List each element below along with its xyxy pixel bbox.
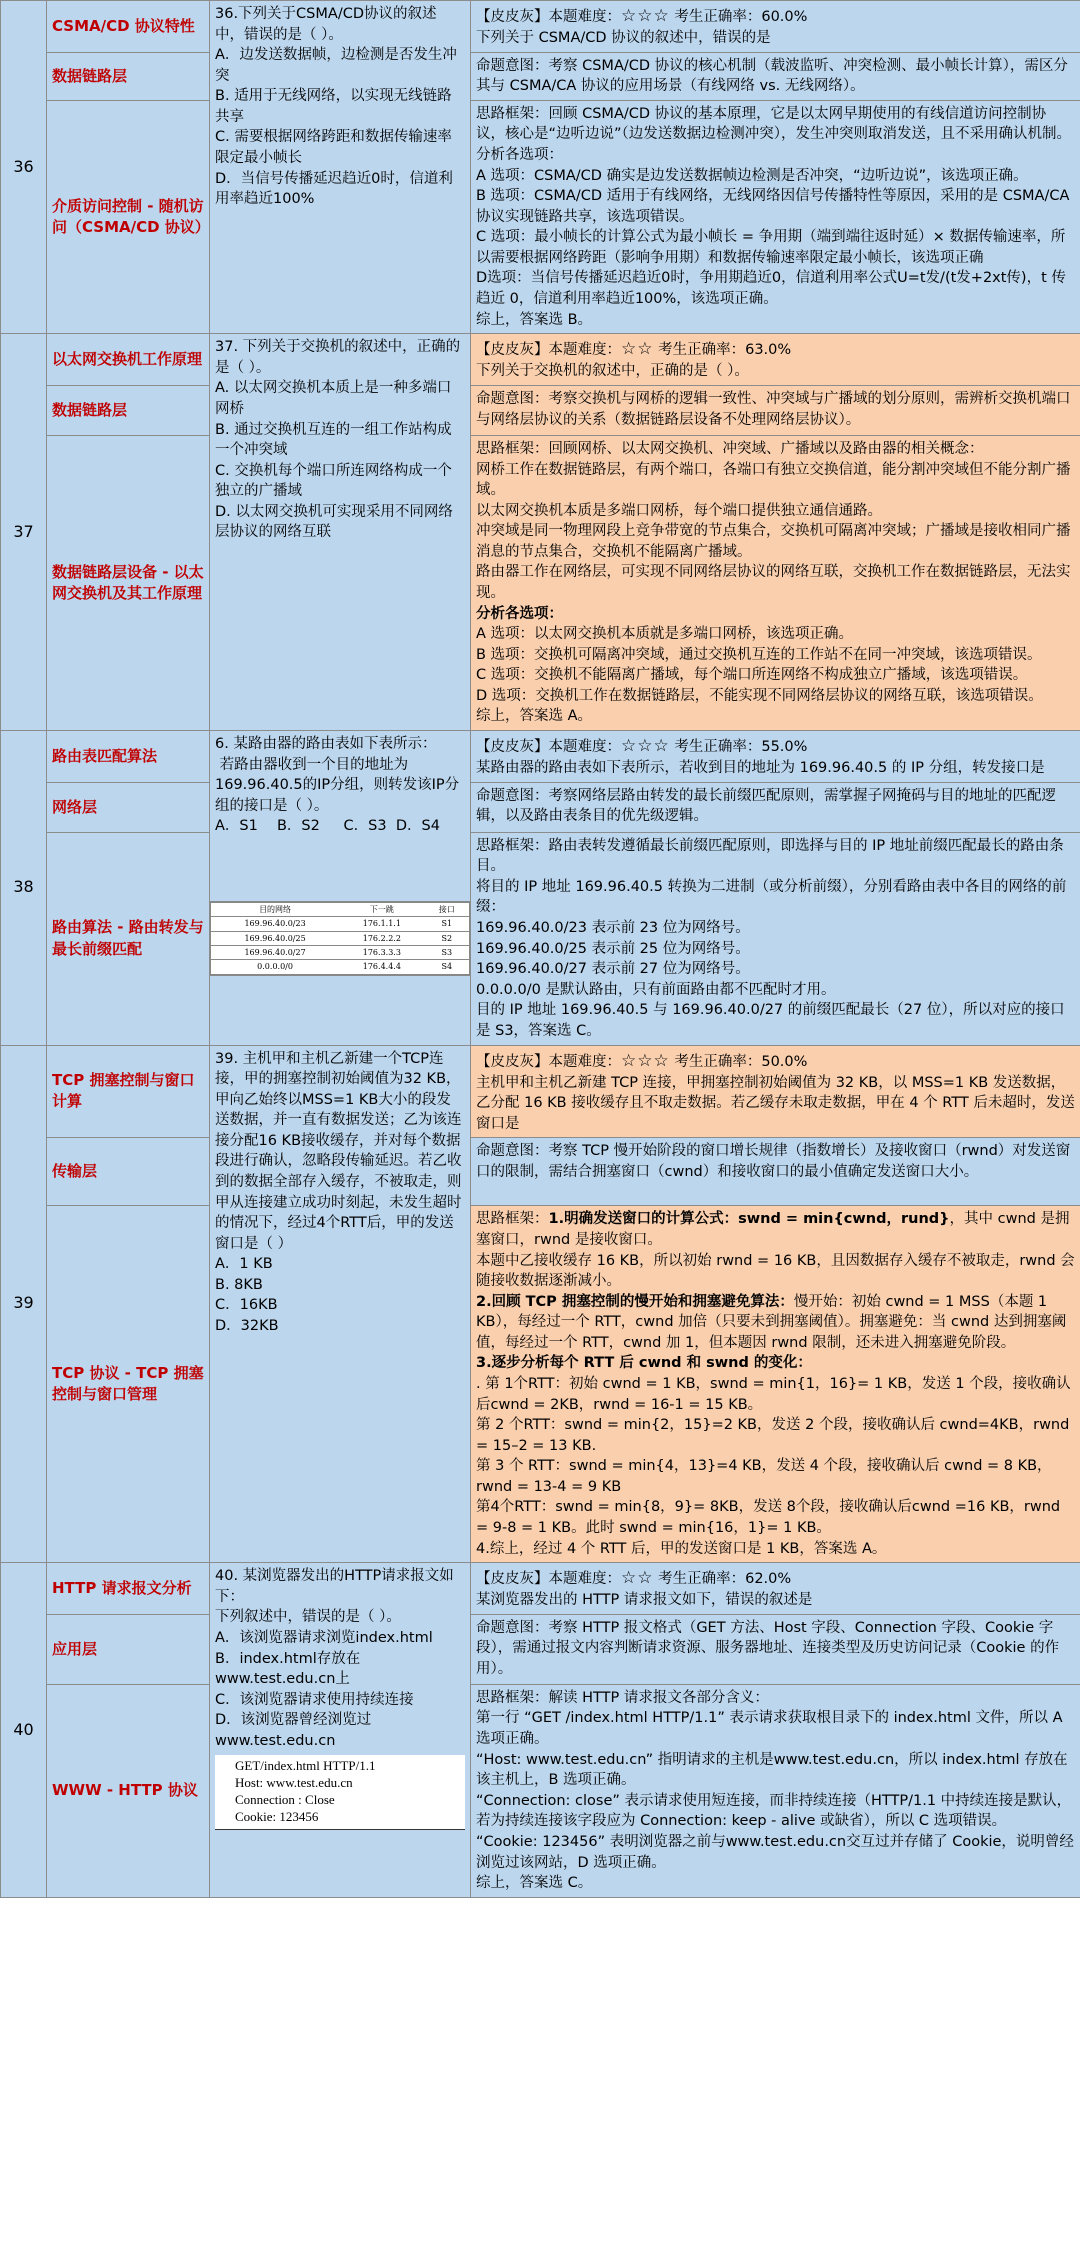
intent: 命题意图：考察交换机与网桥的逻辑一致性、冲突域与广播域的划分原则，需辨析交换机端口与网络层协议的关系（数据链路层设备不处理网络层协议）。 [471,385,1080,435]
difficulty-stars: ☆☆☆ [621,6,670,26]
difficulty-stars: ☆☆☆ [621,736,670,757]
difficulty-header: 【皮皮灰】本题难度：☆☆☆ 考生正确率：60.0% 下列关于 CSMA/CD 协议的叙述中，错误的是 [471,1,1080,53]
knowledge-point: HTTP 请求报文分析 [47,1563,210,1615]
knowledge-point: CSMA/CD 协议特性 [47,1,210,53]
chapter: 数据链路层 [47,52,210,100]
topic: 数据链路层设备 - 以太网交换机及其工作原理 [47,435,210,730]
intent: 命题意图：考察网络层路由转发的最长前缀匹配原则，需掌握子网掩码与目的地址的匹配逻辑，以及路由表条目的优先级逻辑。 [471,782,1080,832]
analysis: 思路框架：1.明确发送窗口的计算公式：swnd = min{cwnd，rund}，其中 cwnd 是拥塞窗口，rwnd 是接收窗口。 本题中乙接收缓存 16 KB，所以初始 rwnd = 16 KB，且因数据存入缓存不被取走，rwnd 会随接收数据逐渐减小。 2.回顾 TCP 拥塞控制的慢开始和拥塞避免算法：慢开始：初始 cwnd = 1 MSS（本题 1 KB），每经过一个 RTT，cwnd 加倍（只要未到拥塞阈值）。拥塞避免：当 cwnd 达到拥塞阈值，每经过一个 RTT，cwnd 加 1，但本题因 rwnd 限制，还未进入拥塞避免阶段。 3.逐步分析每个 RTT 后 cwnd 和 swnd 的变化： . 第 1个RTT：初始 cwnd = 1 KB，swnd = min{1，16}= 1 KB，发送 1 个段，接收确认后cwnd = 2KB，rwnd = 16-1 = 15 KB。 第 2 个RTT：swnd = min{2，15}=2 KB，发送 2 个段，接收确认后 cwnd=4KB，rwnd = 15–2 = 13 KB. 第 3 个 RTT：swnd = min{4，13}=4 KB，发送 4 个段，接收确认后 cwnd = 8 KB，rwnd = 13-4 = 9 KB 第4个RTT：swnd = min{8，9}= 8KB，发送 8个段，接收确认后cwnd =16 KB，rwnd = 9-8 = 1 KB。此时 swnd = min{16，1}= 1 KB。 4.综上，经过 4 个 RTT 后，甲的发送窗口是 1 KB，答案选 A。 [471,1206,1080,1563]
intent: 命题意图：考察 HTTP 报文格式（GET 方法、Host 字段、Connection 字段、Cookie 字段），需通过报文内容判断请求资源、服务器地址、连接类型及历史访问记录（Cookie 的作用）。 [471,1614,1080,1684]
question-text: 39. 主机甲和主机乙新建一个TCP连接，甲的拥塞控制初始阈值为32 KB，甲向乙始终以MSS=1 KB大小的段发送数据，并一直有数据发送；乙为该连接分配16 KB接收缓存，并对每个数据段进行确认，忽略段传输延迟。若乙收到的数据全部存入缓存，不被取走，则甲从连接建立成功时刻起，未发生超时的情况下，经过4个RTT后，甲的发送窗口是（ ） A．1 KB B. 8KB C．16KB D．32KB [210,1045,471,1563]
intent: 命题意图：考察 CSMA/CD 协议的核心机制（载波监听、冲突检测、最小帧长计算），需区分其与 CSMA/CA 协议的应用场景（有线网络 vs. 无线网络）。 [471,52,1080,100]
intent: 命题意图：考察 TCP 慢开始阶段的窗口增长规律（指数增长）及接收窗口（rwnd）对发送窗口的限制，需结合拥塞窗口（cwnd）和接收窗口的最小值确定发送窗口大小。 [471,1138,1080,1206]
question-number: 39 [1,1045,47,1563]
topic: 介质访问控制 - 随机访问（CSMA/CD 协议） [47,100,210,333]
chapter: 应用层 [47,1614,210,1684]
difficulty-header: 【皮皮灰】本题难度：☆☆☆ 考生正确率：55.0% 某路由器的路由表如下表所示，若收到目的地址为 169.96.40.5 的 IP 分组，转发接口是 [471,731,1080,783]
chapter: 网络层 [47,782,210,832]
topic: TCP 协议 - TCP 拥塞控制与窗口管理 [47,1206,210,1563]
question-text: 40. 某浏览器发出的HTTP请求报文如下： 下列叙述中，错误的是（ ）。 A．该浏览器请求浏览index.html B．index.html存放在www.test.edu.cn上 C．该浏览器请求使用持续连接 D．该浏览器曾经浏览过www.test.edu.cn GET/index.html HTTP/1.1 Host: www.test.edu.cn Connection : Close Cookie: 123456 [210,1563,471,1897]
analysis: 思路框架：回顾 CSMA/CD 协议的基本原理，它是以太网早期使用的有线信道访问控制协议，核心是“边听边说”（边发送数据边检测冲突），发生冲突则取消发送，且不采用确认机制。 分析各选项： A 选项：CSMA/CD 确实是边发送数据帧边检测是否冲突，“边听边说”，该选项正确。 B 选项：CSMA/CD 适用于有线网络，无线网络因信号传播特性等原因，采用的是 CSMA/CA 协议实现链路共享，该选项错误。 C 选项：最小帧长的计算公式为最小帧长 = 争用期（端到端往返时延）× 数据传输速率，所以需要根据网络跨距（影响争用期）和数据传输速率限定最小帧长，该选项正确 D选项：当信号传播延迟趋近0时，争用期趋近0，信道利用率公式U=t发/(t发+2xt传)，t 传趋近 0，信道利用率趋近100%，该选项正确。 综上，答案选 B。 [471,100,1080,333]
difficulty-header: 【皮皮灰】本题难度：☆☆ 考生正确率：63.0% 下列关于交换机的叙述中，正确的是（ ）。 [471,334,1080,386]
question-number: 38 [1,731,47,1045]
question-text: 6. 某路由器的路由表如下表所示： 若路由器收到一个目的地址为169.96.40.5的IP分组，则转发该IP分组的接口是（ ）。 A．S1 B．S2 C．S3 D．S4 目的网络 下一跳 接口 169.96.40.0/23 176.1.1.1 S1 169.96.40.0/25 176.2.2.2 S2 169.96.40.0/27 176.3.3.3 S3 0.0.0.0/0 176.4.4.4 S4 [210,731,471,1045]
topic: WWW - HTTP 协议 [47,1684,210,1897]
chapter: 传输层 [47,1138,210,1206]
knowledge-point: TCP 拥塞控制与窗口计算 [47,1045,210,1138]
question-text: 36.下列关于CSMA/CD协议的叙述中，错误的是（ ）。 A．边发送数据帧，边检测是否发生冲突 B. 适用于无线网络，以实现无线链路共享 C. 需要根据网络跨距和数据传输速率限定最小帧长 D．当信号传播延迟趋近0时，信道利用率趋近100% [210,1,471,334]
route-table-wrap [210,901,470,976]
difficulty-header: 【皮皮灰】本题难度：☆☆☆ 考生正确率：50.0% 主机甲和主机乙新建 TCP 连接，甲拥塞控制初始阈值为 32 KB，以 MSS=1 KB 发送数据，乙分配 16 KB 接收缓存且不取走数据。若乙缓存未取走数据，甲在 4 个 RTT 后未超时，发送窗口是 [471,1045,1080,1138]
difficulty-header: 【皮皮灰】本题难度：☆☆ 考生正确率：62.0% 某浏览器发出的 HTTP 请求报文如下，错误的叙述是 [471,1563,1080,1615]
analysis: 思路框架：解读 HTTP 请求报文各部分含义： 第一行 “GET /index.html HTTP/1.1” 表示请求获取根目录下的 index.html 文件，所以 A 选项正确。 “Host: www.test.edu.cn” 指明请求的主机是www.test.edu.cn，所以 index.html 存放在该主机上，B 选项正确。 “Connection: close” 表示请求使用短连接，而非持续连接（HTTP/1.1 中持续连接是默认，若为持续连接该字段应为 Connection: keep - alive 或缺省），所以 C 选项错误。 “Cookie: 123456” 表明浏览器之前与www.test.edu.cn交互过并存储了 Cookie，说明曾经浏览过该网站，D 选项正确。 综上，答案选 C。 [471,1684,1080,1897]
knowledge-point: 路由表匹配算法 [47,731,210,783]
difficulty-stars: ☆☆ [621,339,654,360]
difficulty-stars: ☆☆ [621,1568,654,1589]
http-request-box: GET/index.html HTTP/1.1 Host: www.test.edu.cn Connection : Close Cookie: 123456 [215,1755,465,1830]
analysis: 思路框架：回顾网桥、以太网交换机、冲突域、广播域以及路由器的相关概念： 网桥工作在数据链路层，有两个端口，各端口有独立交换信道，能分割冲突域但不能分割广播域。 以太网交换机本质是多端口网桥，每个端口提供独立通信通路。 冲突域是同一物理网段上竞争带宽的节点集合，交换机可隔离冲突域；广播域是接收相同广播消息的节点集合，交换机不能隔离广播域。 路由器工作在网络层，可实现不同网络层协议的网络互联，交换机工作在数据链路层，无法实现。 分析各选项： A 选项：以太网交换机本质就是多端口网桥，该选项正确。 B 选项：交换机可隔离冲突域，通过交换机互连的工作站不在同一冲突域，该选项错误。 C 选项：交换机不能隔离广播域，每个端口所连网络不构成独立广播域，该选项错误。 D 选项：交换机工作在数据链路层，不能实现不同网络层协议的网络互联，该选项错误。 综上，答案选 A。 [471,435,1080,730]
question-number: 36 [1,1,47,334]
question-text: 37. 下列关于交换机的叙述中，正确的是（ ）。 A. 以太网交换机本质上是一种多端口网桥 B. 通过交换机互连的一组工作站构成一个冲突域 C. 交换机每个端口所连网络构成一个独立的广播域 D. 以太网交换机可实现采用不同网络层协议的网络互联 [210,334,471,731]
difficulty-stars: ☆☆☆ [621,1050,670,1071]
route-table: 目的网络 下一跳 接口 169.96.40.0/23 176.1.1.1 S1 169.96.40.0/25 176.2.2.2 S2 169.96.40.0/27 176.3.3.3 S3 0.0.0.0/0 176.4.4.4 S4 [211,902,469,975]
analysis: 思路框架：路由表转发遵循最长前缀匹配原则，即选择与目的 IP 地址前缀匹配最长的路由条目。 将目的 IP 地址 169.96.40.5 转换为二进制（或分析前缀），分别看路由表中各目的网络的前缀： 169.96.40.0/23 表示前 23 位为网络号。 169.96.40.0/25 表示前 25 位为网络号。 169.96.40.0/27 表示前 27 位为网络号。 0.0.0.0/0 是默认路由，只有前面路由都不匹配时才用。 目的 IP 地址 169.96.40.5 与 169.96.40.0/27 的前缀匹配最长（27 位），所以对应的接口是 S3，答案选 C。 [471,832,1080,1045]
question-number: 40 [1,1563,47,1897]
question-number: 37 [1,334,47,731]
knowledge-point: 以太网交换机工作原理 [47,334,210,386]
topic: 路由算法 - 路由转发与最长前缀匹配 [47,832,210,1045]
chapter: 数据链路层 [47,385,210,435]
